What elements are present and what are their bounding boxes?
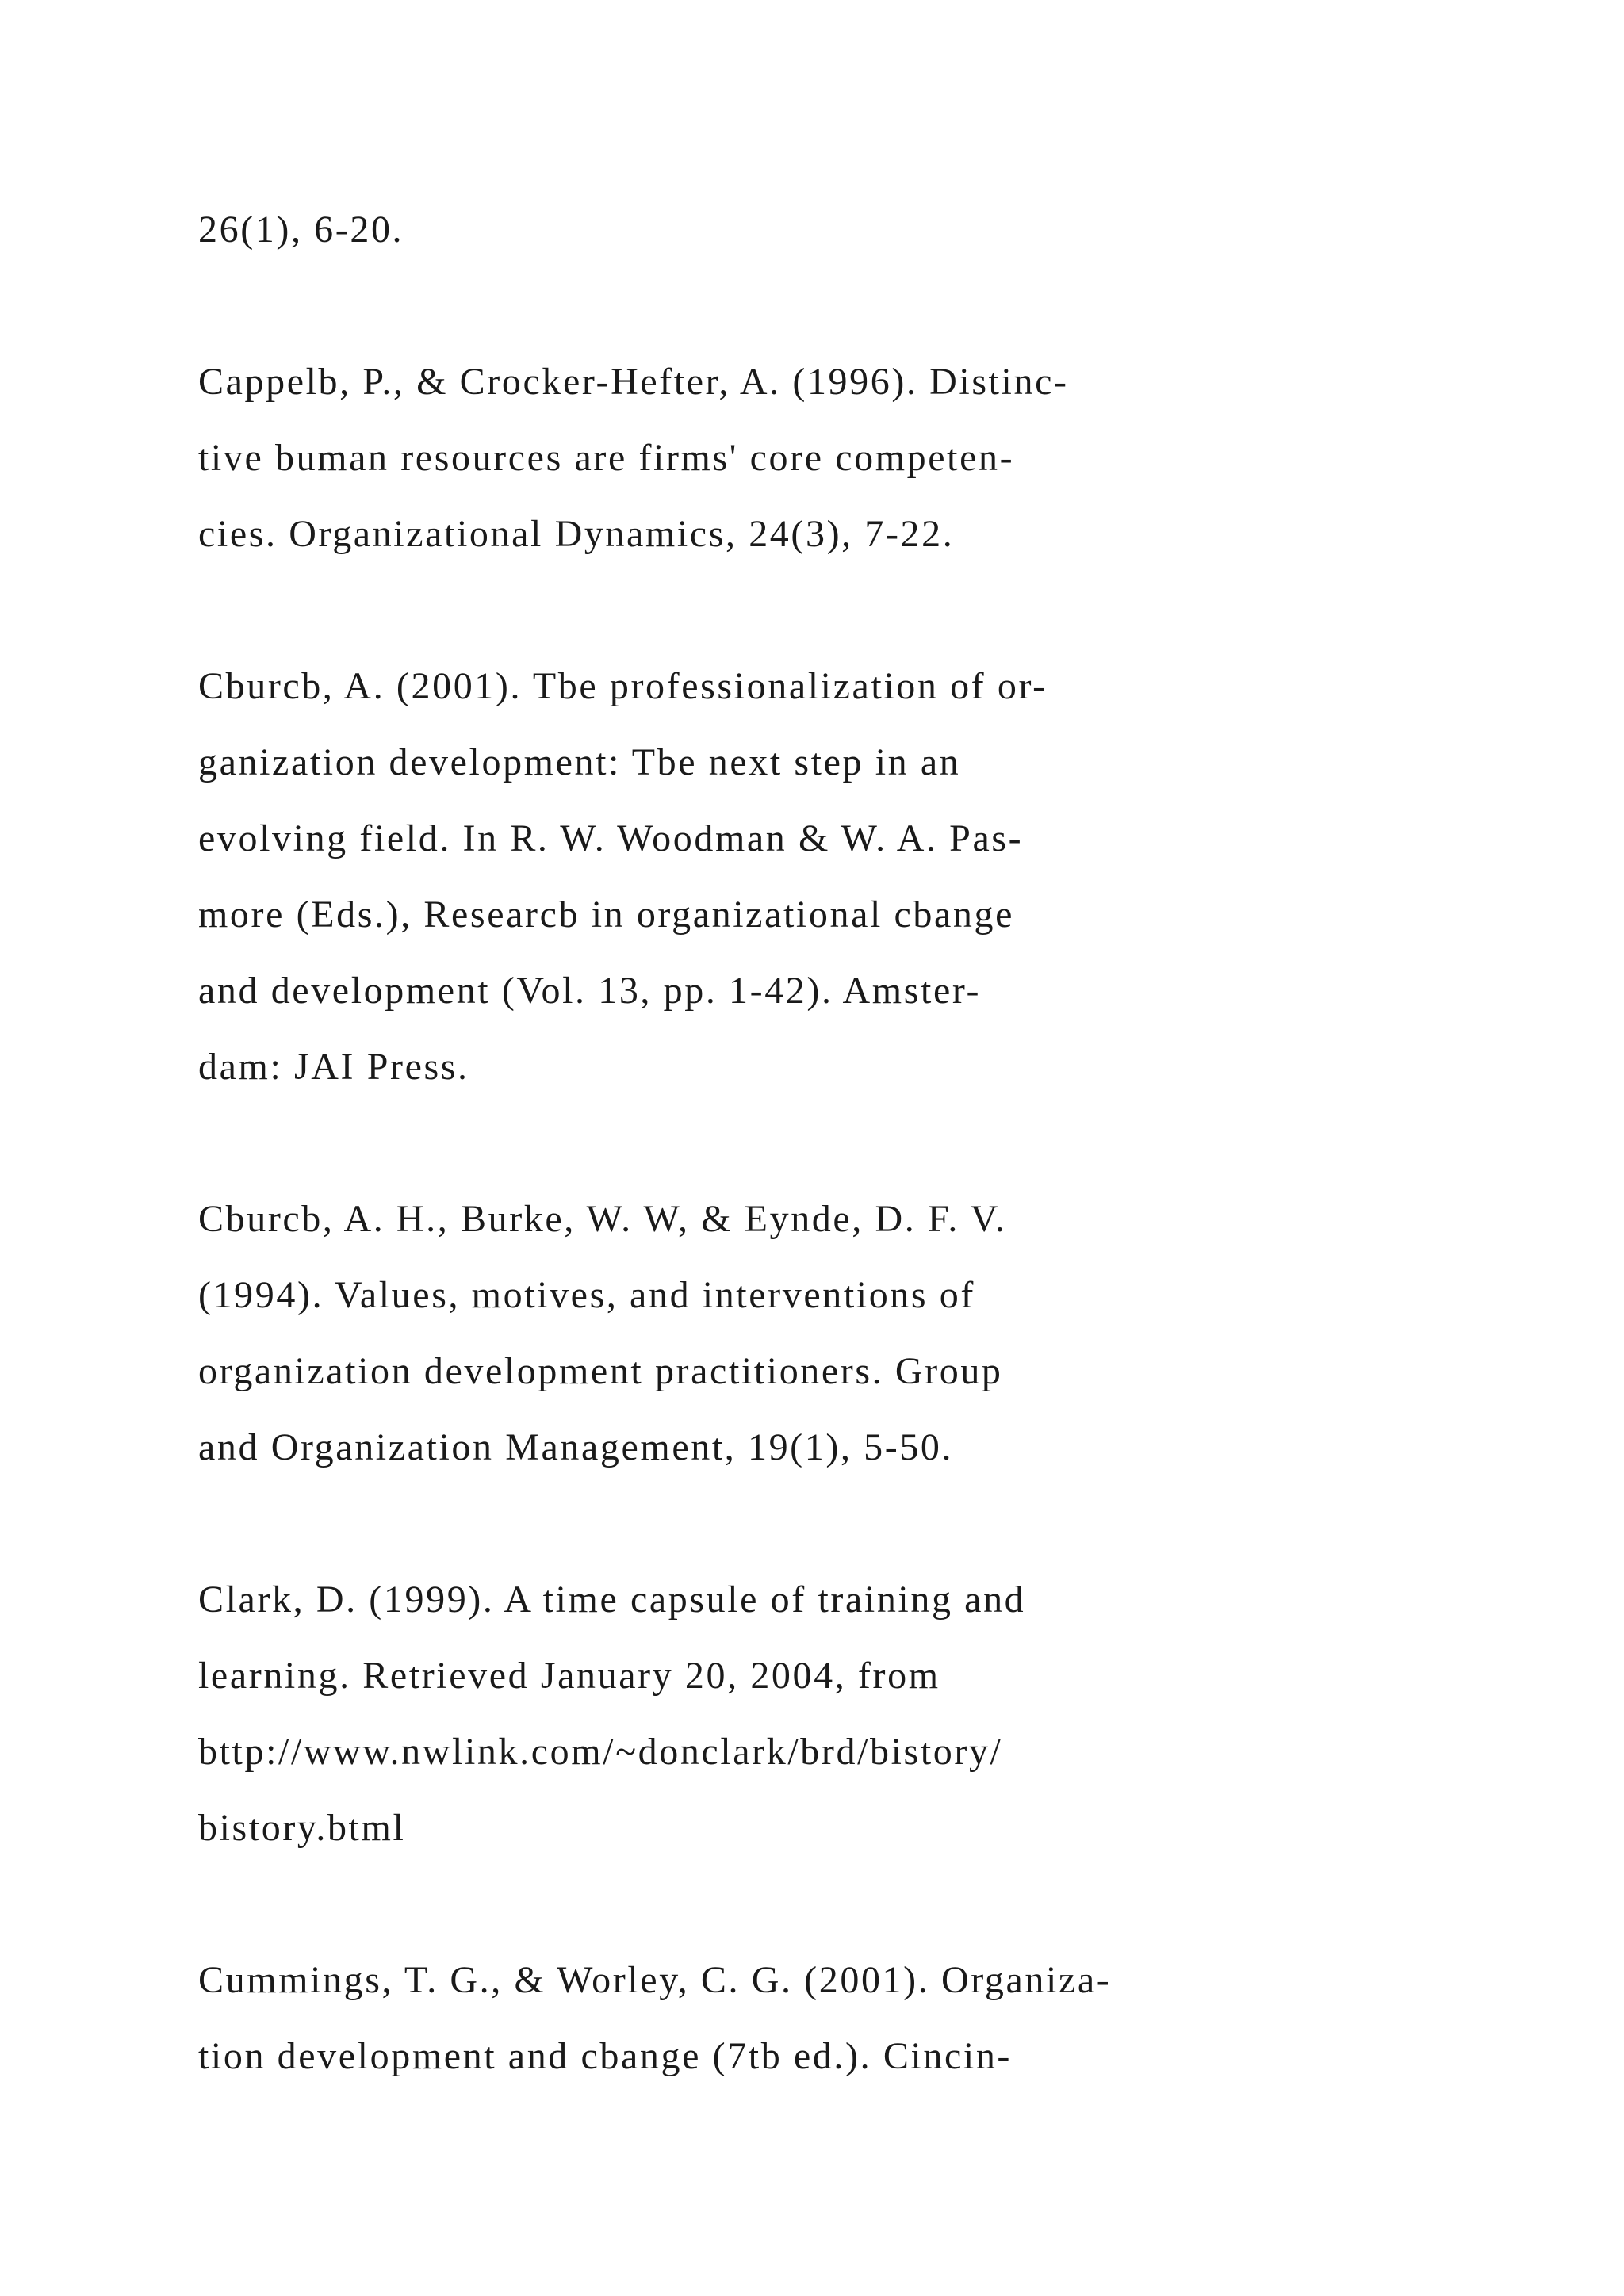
text-line: Cburcb, A. (2001). Tbe professionalization of or- — [198, 665, 1048, 707]
url-text-line: bttp://www.nwlink.com/~donclark/brd/bistory/ — [198, 1731, 1003, 1773]
text-line: and development (Vol. 13, pp. 1-42). Amster- — [198, 970, 982, 1012]
text-line: evolving field. In R. W. Woodman & W. A. Pas- — [198, 817, 1024, 859]
text-line: tion development and cbange (7tb ed.). Cincin- — [198, 2035, 1012, 2077]
text-line: dam: JAI Press. — [198, 1046, 469, 1088]
text-line: and Organization Management, 19(1), 5-50. — [198, 1426, 954, 1468]
reference-list — [198, 192, 1546, 2095]
paragraph-gap — [198, 572, 1546, 649]
paragraph-gap — [198, 1105, 1546, 1181]
text-line: Clark, D. (1999). A time capsule of training and — [198, 1578, 1026, 1621]
text-line: 26(1), 6-20. — [198, 209, 404, 251]
paragraph-gap — [198, 1486, 1546, 1562]
text-line: (1994). Values, motives, and interventions of — [198, 1274, 975, 1316]
text-line: ganization development: Tbe next step in an — [198, 741, 961, 783]
text-line: more (Eds.), Researcb in organizational cbange — [198, 894, 1015, 936]
text-line: cies. Organizational Dynamics, 24(3), 7-22. — [198, 513, 955, 555]
text-line: organization development practitioners. Group — [198, 1350, 1003, 1392]
text-line: learning. Retrieved January 20, 2004, from — [198, 1655, 940, 1697]
paragraph-gap — [198, 268, 1546, 344]
text-line: Cummings, T. G., & Worley, C. G. (2001). Organiza- — [198, 1959, 1112, 2001]
text-line: Cappelb, P., & Crocker-Hefter, A. (1996). Distinc- — [198, 361, 1069, 403]
url-text-line: bistory.btml — [198, 1807, 406, 1849]
paragraph-gap — [198, 1866, 1546, 1942]
text-line: tive buman resources are firms' core competen- — [198, 437, 1015, 479]
text-line: Cburcb, A. H., Burke, W. W, & Eynde, D. F. V. — [198, 1198, 1007, 1240]
